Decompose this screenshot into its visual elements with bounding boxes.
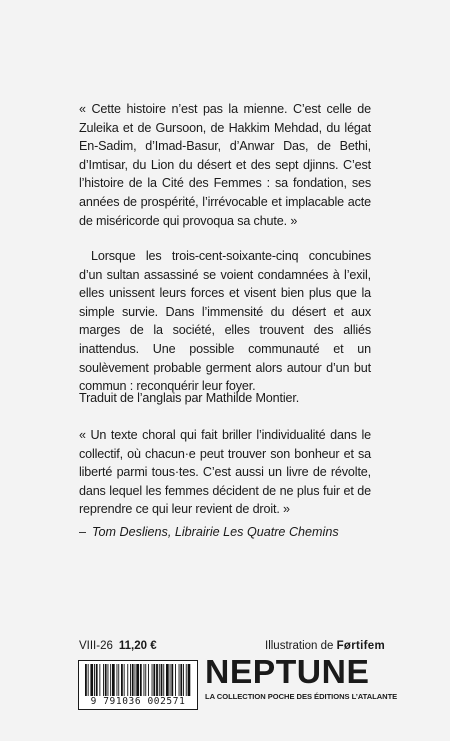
review-text: « Un texte choral qui fait briller l’individualité dans le collectif, où chacun·e peut trouver son bonheur et sa liberté parmi tous·tes. C’est aussi un livre de révolte, dans lequel les femmes décident de ne plus fuir et de reprendre ce qui leur revient de droit. » <box>79 428 371 517</box>
attribution-dash: – <box>79 525 87 539</box>
barcode-bar <box>121 664 123 696</box>
barcode-bar <box>159 664 160 696</box>
barcode-bar <box>88 664 89 696</box>
barcode-bar <box>140 664 142 696</box>
barcode-bar <box>127 664 128 696</box>
barcode-bar <box>99 664 100 696</box>
synopsis-paragraph <box>79 247 371 396</box>
barcode-bar <box>175 664 176 696</box>
barcode-bar <box>179 664 180 696</box>
barcode-bar <box>144 664 145 696</box>
synopsis-text: Lorsque les trois-cent-soixante-cinq concubines d’un sultan assassiné se voient condamnées à l’exil, elles unissent leurs forces et visent bien plus que la simple survie. Dans l’immensité du désert et aux marges de la société, elles trouvent des alliés inattendus. Une possible communauté et un soulèvement probable germent alors autour d’un but commun : reconquérir leur foyer. <box>79 249 371 394</box>
quote-paragraph <box>79 100 371 230</box>
illustration-credit <box>265 640 385 652</box>
barcode-bar <box>110 664 111 696</box>
review-attribution <box>79 523 371 542</box>
barcode-bar <box>118 664 119 696</box>
code-and-price <box>79 640 157 652</box>
illustrator-name: Førtifem <box>336 640 386 652</box>
barcode-bar <box>183 664 184 696</box>
barcode-bar <box>152 664 153 696</box>
barcode-bar <box>103 664 104 696</box>
review-paragraph <box>79 426 371 519</box>
barcode-bar <box>96 664 98 696</box>
barcode-bar <box>124 664 125 696</box>
barcode-bar <box>108 664 109 696</box>
barcode-bar <box>161 664 163 696</box>
barcode-bar <box>188 664 191 696</box>
neptune-logo: NEPTUNE <box>205 653 370 690</box>
illustration-prefix: Illustration de <box>265 640 334 652</box>
isbn-number: 9 791036 002571 <box>90 696 186 707</box>
barcode-bar <box>105 664 107 696</box>
collection-tagline: LA COLLECTION POCHE DES ÉDITIONS L’ATALANTE <box>205 692 398 701</box>
barcode-bar <box>156 664 158 696</box>
translator-credit <box>79 389 371 408</box>
attribution-text: Tom Desliens, Librairie Les Quatre Chemins <box>92 525 339 539</box>
barcode-bar <box>186 664 187 696</box>
opening-quote-text: « Cette histoire n’est pas la mienne. C’est celle de Zuleika et de Gursoon, de Hakkim Mehdad, du légat En-Sadim, d’Imad-Basur, d’Anwar Das, de Bethi, d’Imtisar, du Lion du désert et des sept djinns. C’est l’histoire de la Cité des Femmes : sa fondation, ses années de prospérité, l’irrévocable et implacable acte de miséricorde qui provoqua sa chute. » <box>79 102 371 228</box>
barcode-bar <box>136 664 139 696</box>
barcode-bar <box>180 664 182 696</box>
barcode-bar <box>85 664 87 696</box>
catalog-code: VIII-26 <box>79 640 113 652</box>
barcode-bar <box>135 664 136 696</box>
barcode-bar <box>171 664 173 696</box>
barcode-bar <box>112 664 115 696</box>
barcode-bar <box>117 664 118 696</box>
translator-text: Traduit de l’anglais par Mathilde Montier. <box>79 391 300 405</box>
barcode-bar <box>90 664 93 696</box>
barcode-bar <box>153 664 155 696</box>
barcode-bar <box>94 664 95 696</box>
barcode-bar <box>170 664 171 696</box>
barcode-bars <box>83 664 193 696</box>
barcode-bar <box>145 664 146 696</box>
barcode-bar <box>132 664 134 696</box>
barcode-bar <box>166 664 169 696</box>
barcode <box>78 660 198 710</box>
barcode-bar <box>148 664 149 696</box>
barcode-bar <box>130 664 131 696</box>
price: 11,20 € <box>118 640 157 652</box>
barcode-bar <box>163 664 164 696</box>
